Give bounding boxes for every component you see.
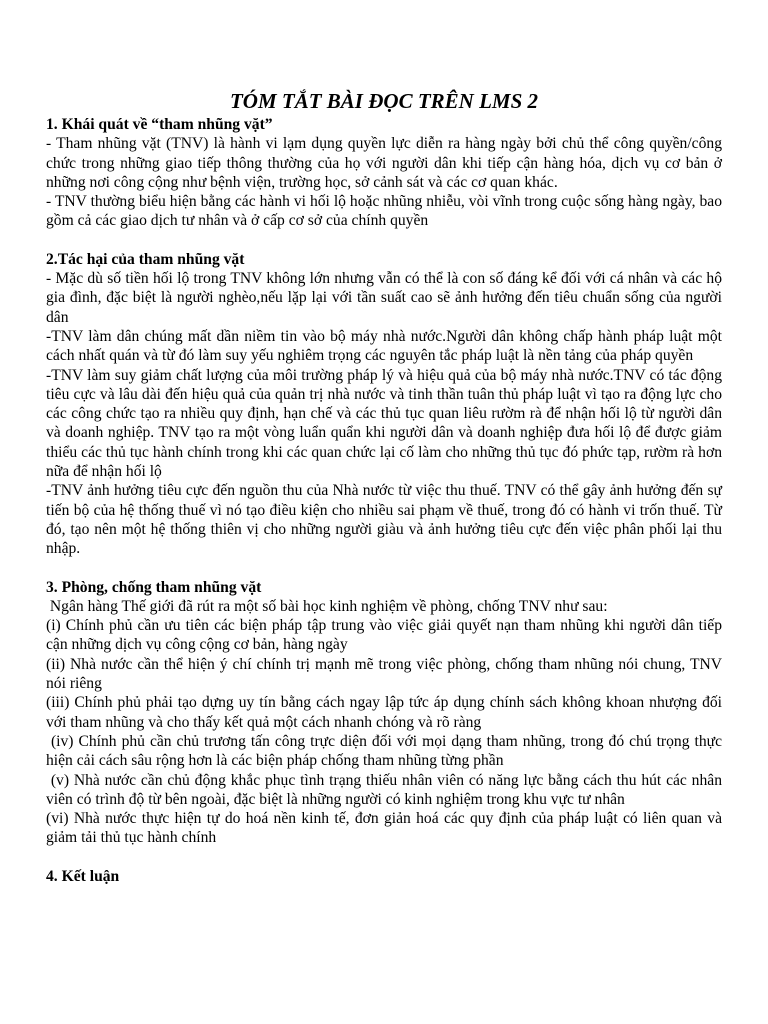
paragraph: - Mặc dù số tiền hối lộ trong TNV không lớn nhưng vẫn có thể là con số đáng kể đối với cá nhân và các hộ gia đình, đặc biệt là người nghèo,nếu lặp lại với tần suất cao sẽ ảnh hưởng đến tiêu chuẩn sống của người dân	[46, 270, 722, 326]
list-item: (i) Chính phủ cần ưu tiên các biện pháp tập trung vào việc giải quyết nạn tham nhũng khi người dân tiếp cận những dịch vụ công cộng cơ bản, hàng ngày	[46, 617, 722, 654]
list-item: (iii) Chính phủ phải tạo dựng uy tín bằng cách ngay lập tức áp dụng chính sách không khoan nhượng đối với tham nhũng và cho thấy kết quả một cách nhanh chóng và rõ ràng	[46, 694, 722, 731]
section-prevention	[46, 578, 726, 848]
section-overview	[46, 115, 722, 231]
list-item: (vi) Nhà nước thực hiện tự do hoá nền kinh tế, đơn giản hoá các quy định của pháp luật có liên quan và giảm tải thủ tục hành chính	[46, 810, 722, 847]
list-item: (ii) Nhà nước cần thể hiện ý chí chính trị mạnh mẽ trong việc phòng, chống tham nhũng nói chung, TNV nói riêng	[46, 655, 722, 693]
document-title: TÓM TẮT BÀI ĐỌC TRÊN LMS 2	[229, 89, 539, 113]
paragraph: Ngân hàng Thế giới đã rút ra một số bài học kinh nghiệm về phòng, chống TNV như sau:	[46, 597, 608, 615]
section-harms	[46, 250, 722, 559]
list-item: (v) Nhà nước cần chủ động khắc phục tình trạng thiếu nhân viên có năng lực bằng cách thu hút các nhân viên có trình độ từ bên ngoài, đặc biệt là những người có kinh nghiệm trong khu vực tư nhân	[46, 771, 726, 808]
paragraph: - TNV thường biểu hiện bằng các hành vi hối lộ hoặc nhũng nhiễu, vòi vĩnh trong cuộc sống hàng ngày, bao gồm cả các giao dịch tư nhân và ở cấp cơ sở của chính quyền	[46, 193, 722, 230]
paragraph: -TNV làm dân chúng mất dần niềm tin vào bộ máy nhà nước.Người dân không chấp hành pháp luật một cách nhất quán và từ đó làm suy yếu nghiêm trọng các nguyên tắc pháp luật là nền tảng của pháp quyền	[46, 327, 722, 365]
section-heading: 4. Kết luận	[46, 867, 120, 885]
section-heading: 2.Tác hại của tham nhũng vặt	[46, 250, 245, 268]
list-item: (iv) Chính phủ cần chủ trương tấn công trực diện đối với mọi dạng tham nhũng, trong đó chú trọng thực hiện cải cách sâu rộng hơn là các biện pháp chống tham nhũng từng phần	[46, 732, 726, 770]
section-conclusion	[46, 867, 722, 886]
paragraph: - Tham nhũng vặt (TNV) là hành vi lạm dụng quyền lực diễn ra hàng ngày bởi chủ thể công quyền/công chức trong những giao tiếp thông thường của họ với người dân khi tiếp cận hàng hóa, dịch vụ cơ bản ở những nơi công cộng như bệnh viện, trường học, sở cảnh sát và các cơ quan khác.	[46, 135, 722, 191]
section-heading: 1. Khái quát về “tham nhũng vặt”	[46, 116, 273, 133]
paragraph: -TNV ảnh hưởng tiêu cực đến nguồn thu của Nhà nước từ việc thu thuế. TNV có thể gây ảnh hưởng đến sự tiến bộ của hệ thống thuế vì nó tạo điều kiện cho nhiều sai phạm về thuế, trong đó có hành vi trốn thuế. Từ đó, tạo nên một hệ thống thiên vị cho những người giàu và ảnh hưởng tiêu cực đến việc phân phối lại thu nhập.	[46, 482, 722, 558]
paragraph: -TNV làm suy giảm chất lượng của môi trường pháp lý và hiệu quả của bộ máy nhà nước.TNV có tác động tiêu cực và lâu dài đến hiệu quả của quản trị nhà nước và tinh thần tuân thủ pháp luật vì tạo ra động lực cho các công chức tạo ra nhiều quy định, hạn chế và các thủ tục quan liêu rườm rà để nhận hối lộ từ người dân và doanh nghiệp. TNV tạo ra một vòng luẩn quẩn khi người dân và doanh nghiệp đưa hối lộ để được giảm thiểu các thủ tục hành chính trong khi các quan chức lại cố làm cho những thủ tục đó phức tạp, rườm rà hơn nữa để nhận hối lộ	[46, 366, 722, 481]
section-heading: 3. Phòng, chống tham nhũng vặt	[46, 578, 262, 596]
